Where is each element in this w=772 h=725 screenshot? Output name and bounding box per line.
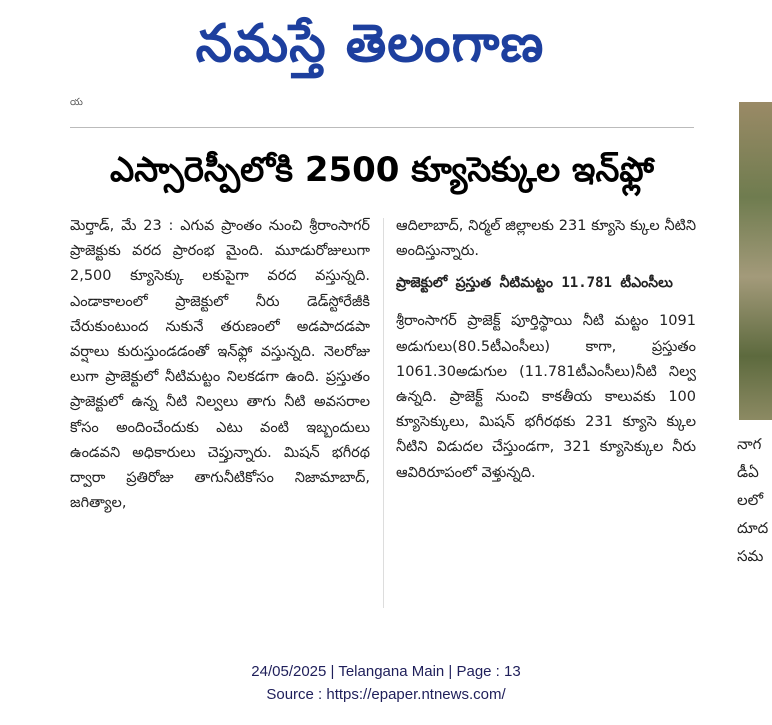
adjacent-text-line: సమ [737,547,764,565]
adjacent-text-line: డీఏ [737,463,759,481]
article-subheading: ప్రాజెక్టులో ప్రస్తుత నీటిమట్టం 11.781 టీఎంసీలు [396,275,673,292]
masthead-dateline-strip: య [70,97,458,108]
masthead-divider [70,127,694,128]
footer-edition-info: 24/05/2025 | Telangana Main | Page : 13 [251,663,521,680]
newspaper-masthead: నమస్తే తెలంగాణ [195,14,545,74]
column-divider [383,218,384,608]
article-paragraph: శ్రీరాంసాగర్ ప్రాజెక్ట్ పూర్తిస్థాయి నీటి మట్టం 1091 అడుగులు(80.5టీఎంసీలు) కాగా, ప్రస్తుతం 1061.30అడుగుల (11.781టీఎంసీలు)నీటి నిల్వ ఉన్నది. ప్రాజెక్ట్ నుంచి కాకతీయ కాలువకు 100 క్యూసెక్కులు, మిషన్ భగీరథకు 231 క్యూసె క్కుల నీటిని విడుదల చేస్తుండగా, 321 క్యూసెక్కుల నీరు ఆవిరిరూపంలో వెళ్తున్నది. [396,313,696,481]
article-column-left [70,214,370,516]
adjacent-text-line: లలో [737,491,764,509]
adjacent-text-line: నాగ [737,435,762,453]
adjacent-article-photo [739,102,772,420]
adjacent-article-text [737,430,772,570]
article-paragraph: ఆదిలాబాద్, నిర్మల్ జిల్లాలకు 231 క్యూసె క్కుల నీటిని అందిస్తున్నారు. [396,218,696,260]
article-headline: ఎస్సారెస్పీలోకి 2500 క్యూసెక్కుల ఇన్‌ఫ్లో [110,150,654,190]
footer-source-link[interactable]: Source : https://epaper.ntnews.com/ [266,686,506,703]
article-column-right [396,214,696,486]
article-paragraph: మెర్తాడ్, మే 23 : ఎగువ ప్రాంతం నుంచి శ్రీరాంసాగర్ ప్రాజెక్టుకు వరద ప్రారంభ మైంది. మూడురోజులుగా 2,500 క్యూసెక్కు లకుపైగా వరద వస్తున్నది. ఎండాకాలంలో ప్రాజెక్టులో నీరు డెడ్‌స్టోరేజీకి చేరుకుంటుంద నుకునే తరుణంలో అడపాదడపా వర్షాలు కురుస్తుండడంతో ఇన్‌ఫ్లో వస్తున్నది. నెలరోజు లుగా ప్రాజెక్టులో నీటిమట్టం నిలకడగా ఉంది. ప్రస్తుతం ప్రాజెక్టులో ఉన్న నీటి నిల్వలు తాగు నీటి అవసరాల కోసం అందించేందుకు ఎటు వంటి ఇబ్బందులు ఉండవని అధికారులు చెప్తున్నారు. మిషన్ భగీరథ ద్వారా ప్రతిరోజు తాగునీటికోసం నిజామాబాద్, జగిత్యాల, [70,218,370,512]
adjacent-text-line: దూద [737,519,769,537]
